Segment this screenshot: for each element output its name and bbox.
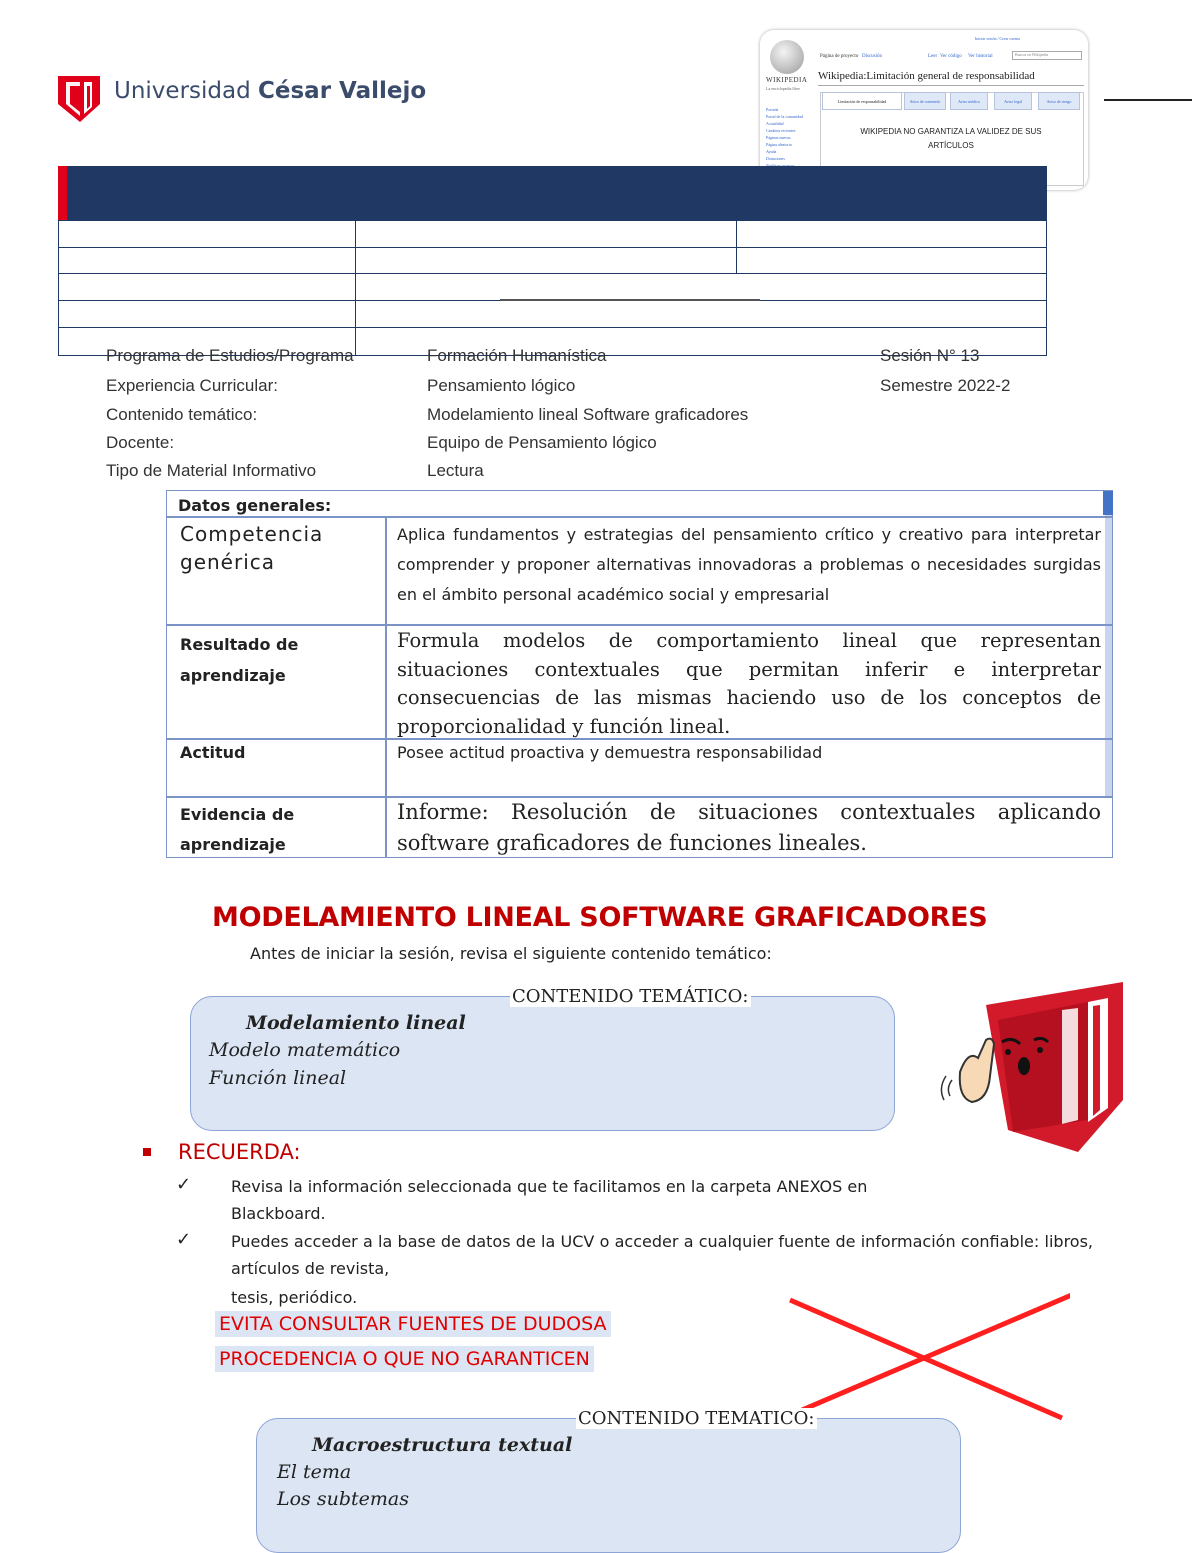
info-label-programa: Programa de Estudios/Programa (106, 346, 354, 365)
wiki-tab-history: Ver historial (968, 54, 993, 59)
content-box-1-item: Función lineal (209, 1067, 347, 1089)
wiki-nav-link: Actualidad (766, 121, 784, 126)
header-band (58, 166, 1047, 220)
wiki-nav-link: Donaciones (766, 156, 785, 161)
content-box-1-heading: Modelamiento lineal (246, 1012, 466, 1034)
table-line (500, 299, 760, 301)
table-accent (1105, 515, 1112, 797)
info-value-programa: Formación Humanística (427, 346, 607, 365)
wiki-inner-tab: Aviso médico (950, 92, 988, 110)
recuerda-item-2-cont: tesis, periódico. (231, 1288, 358, 1307)
wiki-inner-tab: Aviso de riesgo (1038, 92, 1080, 110)
wiki-disclaimer (820, 125, 1082, 153)
wiki-page-title: Wikipedia:Limitación general de responsabilidad (818, 70, 1035, 82)
wiki-tab-edit: Ver código (940, 54, 962, 59)
competencia-text: Aplica fundamentos y estrategias del pensamiento crítico y creativo para interpretar comprender y proponer alternativas innovadoras a problemas o necesidades surgidas en el ámbito personal académico social y empresarial (397, 525, 1101, 604)
info-label-contenido: Contenido temático: (106, 405, 258, 424)
table-line (58, 247, 1047, 248)
info-value-contenido: Modelamiento lineal Software graficadores (427, 405, 749, 424)
actitud-text: Posee actitud proactiva y demuestra responsabilidad (397, 743, 823, 762)
table-line (1046, 220, 1047, 355)
wiki-nav-link: Portal de la comunidad (766, 114, 803, 119)
wiki-inner-tab: Aviso legal (994, 92, 1032, 110)
table-line (167, 624, 1112, 626)
info-label-tipo: Tipo de Material Informativo (106, 461, 317, 480)
table-line (167, 516, 1112, 518)
wiki-nav-link: Cambios recientes (766, 128, 796, 133)
resultado-label: Resultado de aprendizaje (180, 635, 299, 685)
wiki-disclaimer-line: WIKIPEDIA NO GARANTIZA LA VALIDEZ DE SUS (860, 127, 1042, 136)
wiki-title-rule (818, 85, 1084, 86)
recuerda-title: RECUERDA: (178, 1140, 301, 1164)
info-sesion: Sesión N° 13 (880, 346, 980, 365)
info-semestre: Semestre 2022-2 (880, 376, 1011, 395)
wiki-disclaimer-line: ARTÍCULOS (928, 141, 974, 150)
info-label-experiencia: Experiencia Curricular: (106, 376, 278, 395)
content-box-2-item: Los subtemas (277, 1488, 409, 1510)
table-line (355, 220, 356, 355)
actitud-label: Actitud (180, 743, 246, 762)
table-accent (1103, 491, 1113, 515)
wiki-nav-link: Ayuda (766, 149, 777, 154)
datos-header: Datos generales: (178, 496, 332, 515)
wiki-nav-link: Páginas nuevas (766, 135, 791, 140)
wiki-tab-discussion: Discusión (862, 54, 882, 59)
wiki-search-box: Buscar en Wikipedia (1012, 51, 1082, 60)
table-line (385, 517, 387, 857)
header-red-accent (58, 166, 67, 220)
content-box-2-title: CONTENIDO TEMATICO: (578, 1408, 815, 1429)
ucv-logo-icon (56, 74, 102, 124)
recuerda-bullet-icon (143, 1148, 151, 1156)
table-line (58, 220, 1047, 221)
resultado-text: Formula modelos de comportamiento lineal que representan situaciones contextuales que permitan inferir e interpretar consecuencias de las mismas haciendo uso de los conceptos de proporcionalidad y función lineal. (397, 629, 1101, 738)
recuerda-item-1: Revisa la información seleccionada que te facilitamos en la carpeta ANEXOS en Blackboard. (231, 1177, 868, 1223)
wiki-inner-tab: Aviso de contenido (904, 92, 946, 110)
mascot-icon (938, 980, 1128, 1155)
wiki-nav-link: Página aleatoria (766, 142, 792, 147)
warning-line-1: EVITA CONSULTAR FUENTES DE DUDOSA (215, 1311, 611, 1337)
wiki-inner-tab: Limitación de responsabilidad (822, 92, 902, 110)
intro-text: Antes de iniciar la sesión, revisa el siguiente contenido temático: (250, 944, 772, 963)
warning-line-2: PROCEDENCIA O QUE NO GARANTICEN (215, 1346, 594, 1372)
content-box-2-heading: Macroestructura textual (312, 1434, 573, 1456)
wiki-tab-read: Leer (928, 54, 938, 59)
info-value-docente: Equipo de Pensamiento lógico (427, 433, 657, 452)
wikipedia-globe-icon (770, 40, 804, 74)
check-icon: ✓ (176, 1174, 192, 1195)
wiki-nav-link: Portada (766, 107, 779, 112)
recuerda-item-2: Puedes acceder a la base de datos de la UCV o acceder a cualquier fuente de información confiable: libros, artículos de revista, (231, 1232, 1093, 1278)
evidencia-label: Evidencia de aprendizaje (180, 805, 295, 854)
wikipedia-tagline: La enciclopedia libre (766, 86, 800, 91)
evidencia-text: Informe: Resolución de situaciones contextuales aplicando software graficadores de funciones lineales. (397, 800, 1101, 855)
info-value-tipo: Lectura (427, 461, 484, 480)
university-name: Universidad César Vallejo (114, 78, 427, 104)
table-line (58, 273, 1047, 274)
content-box-1-item: Modelo matemático (209, 1039, 401, 1061)
content-box-2-item: El tema (277, 1461, 352, 1483)
check-icon: ✓ (176, 1229, 192, 1250)
competencia-label: Competencia genérica (180, 522, 324, 574)
info-value-experiencia: Pensamiento lógico (427, 376, 576, 395)
wiki-nav-links (766, 106, 812, 169)
table-line (58, 327, 1047, 328)
main-title: MODELAMIENTO LINEAL SOFTWARE GRAFICADORES (212, 902, 988, 933)
header-rule (1104, 99, 1192, 101)
table-line (58, 220, 59, 355)
wikipedia-wordmark: WIKIPEDIA (766, 76, 808, 84)
table-line (736, 220, 737, 273)
content-box-1-title: CONTENIDO TEMÁTICO: (512, 986, 749, 1007)
info-label-docente: Docente: (106, 433, 175, 452)
wiki-tab-project: Página de proyecto (820, 54, 859, 59)
wiki-top-links: Iniciar sesión / Crear cuenta (975, 36, 1020, 41)
red-x-icon (770, 1285, 1070, 1425)
